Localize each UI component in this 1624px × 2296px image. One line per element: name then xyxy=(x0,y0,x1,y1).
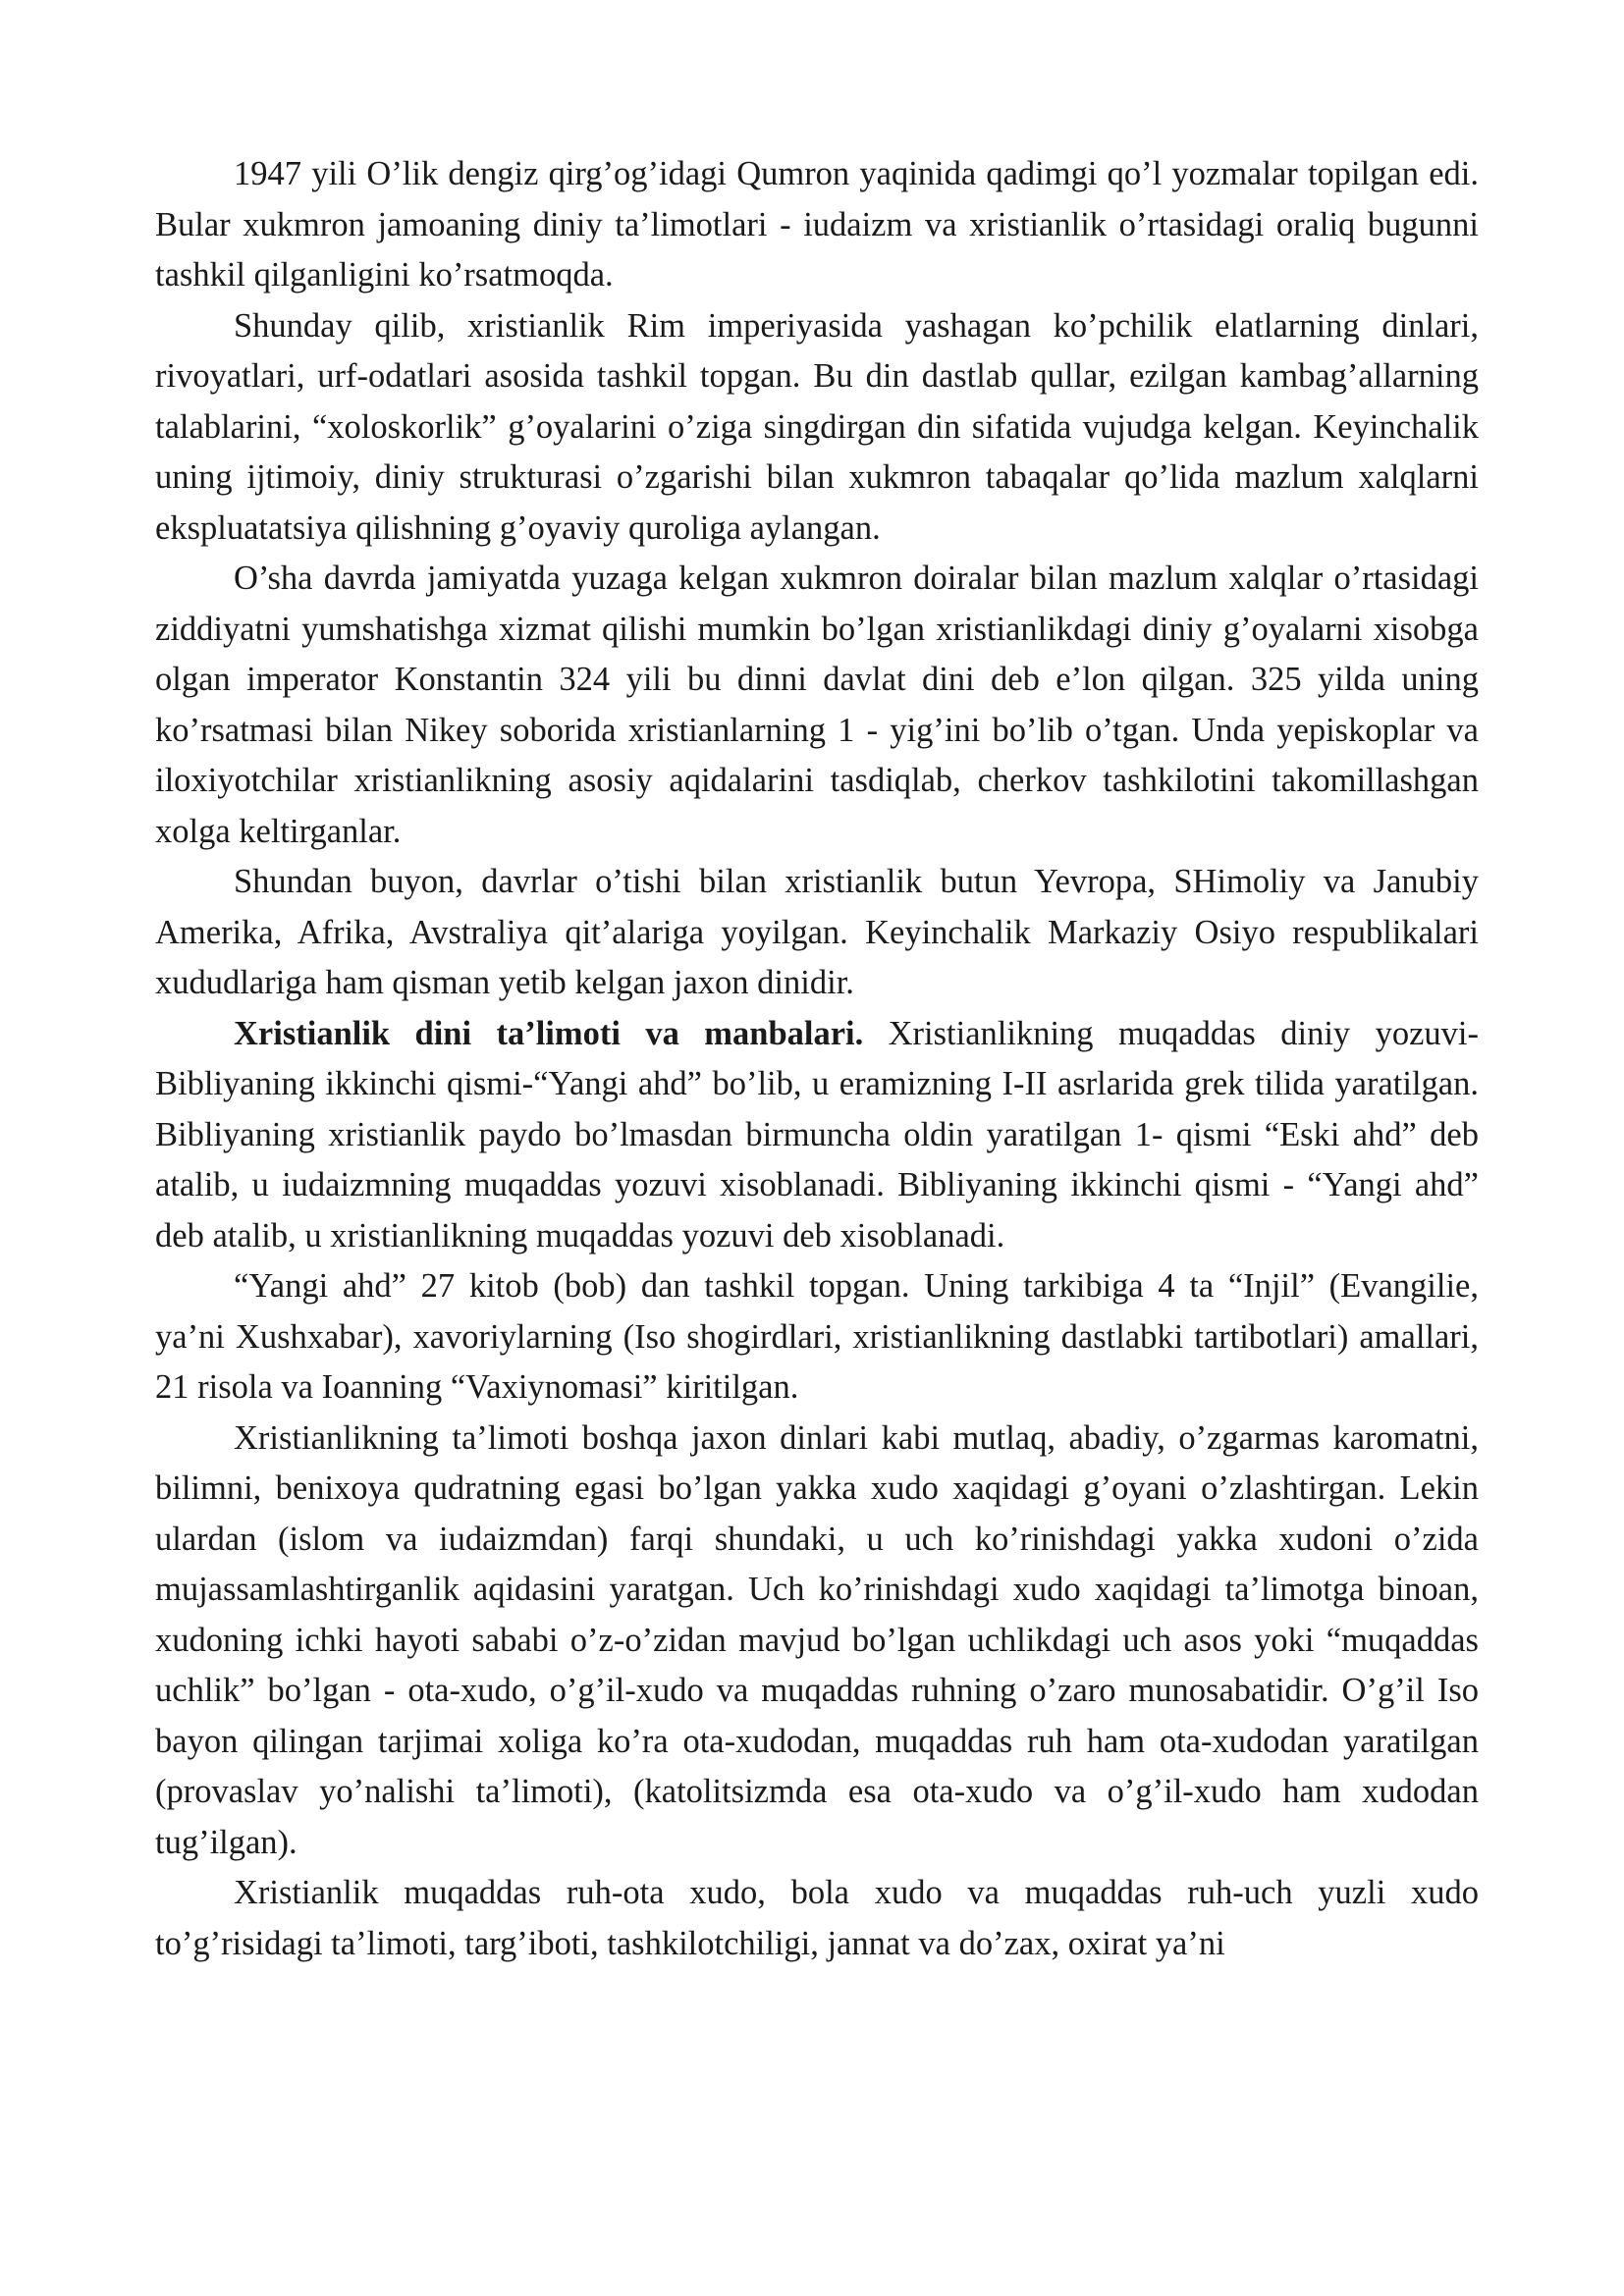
section-heading: Xristianlik dini ta’limoti va manbalari. xyxy=(234,1014,864,1052)
paragraph-text: Xristianlikning muqaddas diniy yozuvi- Bibliyaning ikkinchi qismi-“Yangi ahd” bo’lib, u eramizning I-II asrlarida grek tilida yaratilgan. Bibliyaning xristianlik paydo bo’lmasdan birmuncha oldin yaratilgan 1- qismi “Eski ahd” deb atalib, u iudaizmning muqaddas yozuvi xisoblanadi. Bibliyaning ikkinchi qismi - “Yangi ahd” deb atalib, u xristianlikning muqaddas yozuvi deb xisoblanadi. xyxy=(155,1014,1479,1255)
paragraph-teachings-and-sources xyxy=(155,1009,1479,1262)
paragraph-text: Xristianlik muqaddas ruh-ota xudo, bola xudo va muqaddas ruh-uch yuzli xudo to’g’risidagi ta’limoti, targ’iboti, tashkilotchiligi, jannat va do’zax, oxirat ya’ni xyxy=(155,1874,1479,1962)
paragraph-text: Shundan buyon, davrlar o’tishi bilan xristianlik butun Yevropa, SHimoliy va Janubiy Amerika, Afrika, Avstraliya qit’alariga yoyilgan. Keyinchalik Markaziy Osiyo respublikalari xududlariga ham qisman yetib kelgan jaxon dinidir. xyxy=(155,863,1479,1001)
paragraph-holy-spirit-teaching xyxy=(155,1868,1479,1969)
document-body xyxy=(155,149,1479,1969)
paragraph-christianity-origins xyxy=(155,301,1479,555)
paragraph-christianity-spread xyxy=(155,857,1479,1009)
paragraph-trinity-doctrine xyxy=(155,1414,1479,1869)
paragraph-text: Shunday qilib, xristianlik Rim imperiyasida yashagan ko’pchilik elatlarning dinlari, rivoyatlari, urf-odatlari asosida tashkil topgan. Bu din dastlab qullar, ezilgan kambag’allarning talablarini, “xoloskorlik” g’oyalarini o’ziga singdirgan din sifatida vujudga kelgan. Keyinchalik uning ijtimoiy, diniy strukturasi o’zgarishi bilan xukmron tabaqalar qo’lida mazlum xalqlarni ekspluatatsiya qilishning g’oyaviy quroliga aylangan. xyxy=(155,306,1479,547)
paragraph-new-testament xyxy=(155,1261,1479,1414)
paragraph-qumron-manuscripts xyxy=(155,149,1479,301)
paragraph-text: O’sha davrda jamiyatda yuzaga kelgan xukmron doiralar bilan mazlum xalqlar o’rtasidagi ziddiyatni yumshatishga xizmat qilishi mumkin bo’lgan xristianlikdagi diniy g’oyalarni xisobga olgan imperator Konstantin 324 yili bu dinni davlat dini deb e’lon qilgan. 325 yilda uning ko’rsatmasi bilan Nikey soborida xristianlarning 1 - yig’ini bo’lib o’tgan. Unda yepiskoplar va iloxiyotchilar xristianlikning asosiy aqidalarini tasdiqlab, cherkov tashkilotini takomillashgan xolga keltirganlar. xyxy=(155,560,1479,850)
paragraph-text: “Yangi ahd” 27 kitob (bob) dan tashkil topgan. Uning tarkibiga 4 ta “Injil” (Evangilie, ya’ni Xushxabar), xavoriylarning (Iso shogirdlari, xristianlikning dastlabki tartibotlari) amallari, 21 risola va Ioanning “Vaxiynomasi” kiritilgan. xyxy=(155,1267,1479,1406)
paragraph-emperor-constantine xyxy=(155,554,1479,857)
paragraph-text: 1947 yili O’lik dengiz qirg’og’idagi Qumron yaqinida qadimgi qo’l yozmalar topilgan edi. Bular xukmron jamoaning diniy ta’limotlari - iudaizm va xristianlik o’rtasidagi oraliq bugunni tashkil qilganligini ko’rsatmoqda. xyxy=(155,155,1479,294)
paragraph-text: Xristianlikning ta’limoti boshqa jaxon dinlari kabi mutlaq, abadiy, o’zgarmas karomatni, bilimni, benixoya qudratning egasi bo’lgan yakka xudo xaqidagi g’oyani o’zlashtirgan. Lekin ulardan (islom va iudaizmdan) farqi shundaki, u uch ko’rinishdagi yakka xudoni o’zida mujassamlashtirganlik aqidasini yaratgan. Uch ko’rinishdagi xudo xaqidagi ta’limotga binoan, xudoning ichki hayoti sababi o’z-o’zidan mavjud bo’lgan uchlikdagi uch asos yoki “muqaddas uchlik” bo’lgan - ota-xudo, o’g’il-xudo va muqaddas ruhning o’zaro munosabatidir. O’g’il Iso bayon qilingan tarjimai xoliga ko’ra ota-xudodan, muqaddas ruh ham ota-xudodan yaratilgan (provaslav yo’nalishi ta’limoti), (katolitsizmda esa ota-xudo va o’g’il-xudo ham xudodan tug’ilgan). xyxy=(155,1418,1479,1861)
